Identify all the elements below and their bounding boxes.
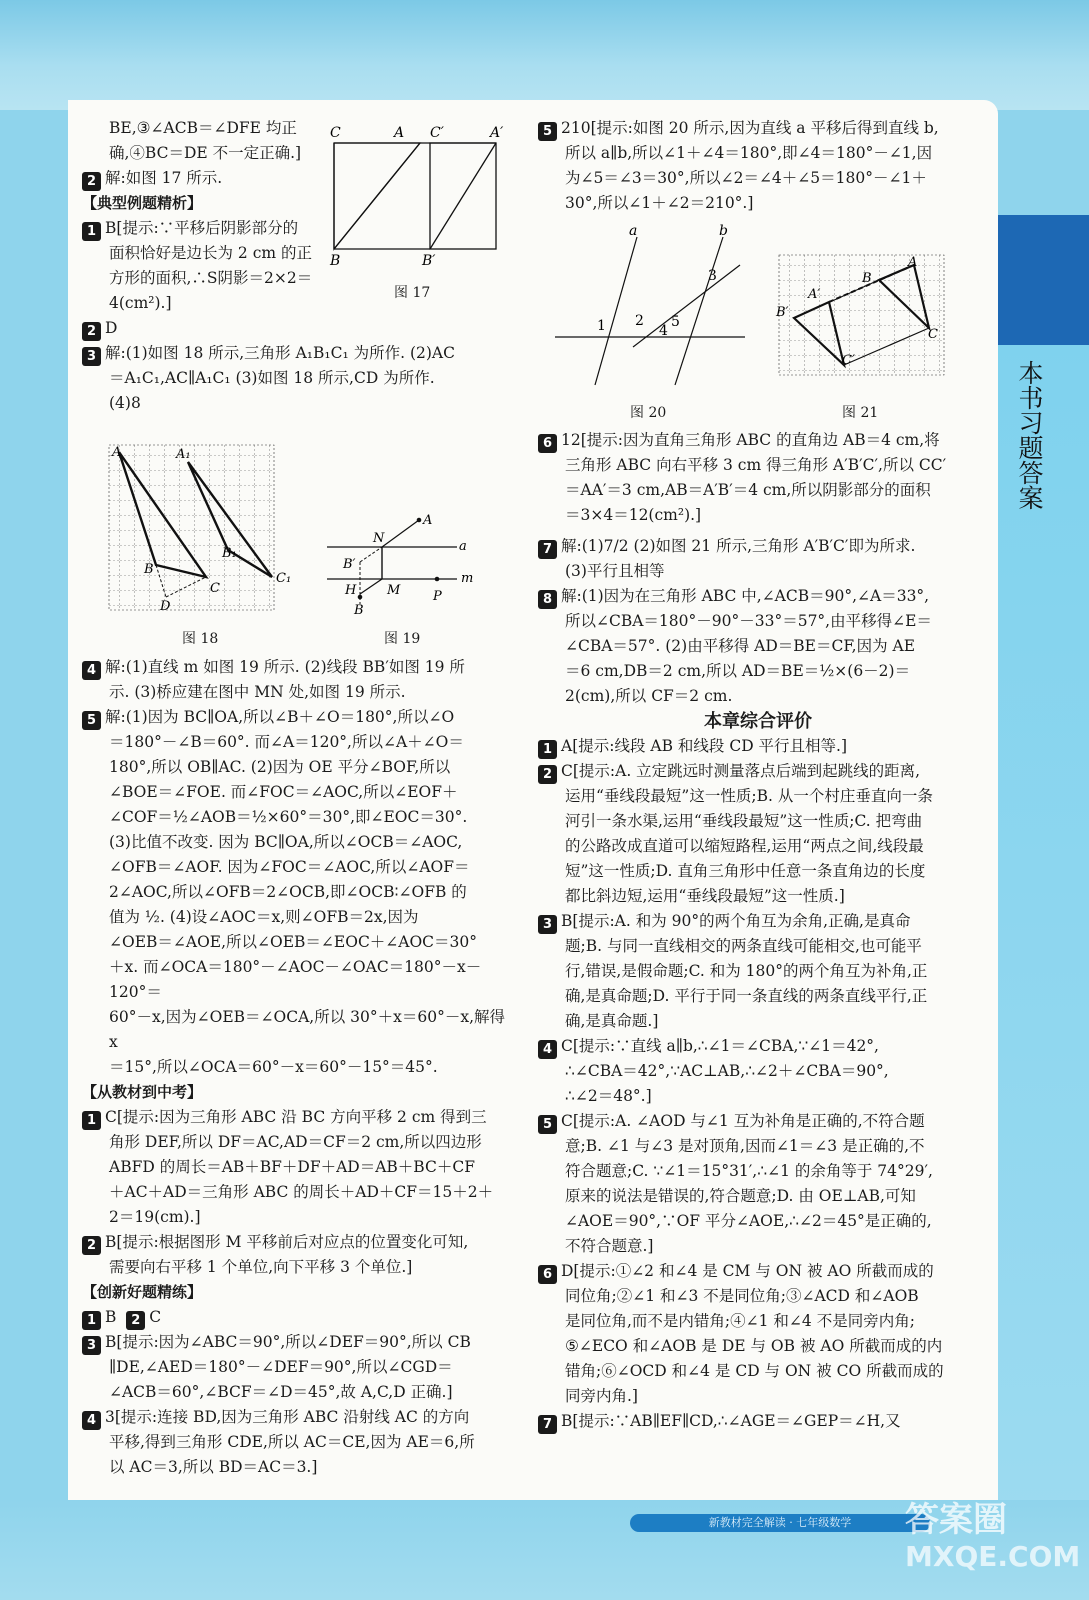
text-line: BE,③∠ACB＝∠DFE 均正 — [109, 119, 297, 137]
item-number: 1 — [82, 1111, 101, 1130]
left-column-lower — [82, 655, 512, 1480]
text-line: 2(cm),所以 CF＝2 cm. — [565, 687, 733, 705]
text-line: 题;B. 与同一直线相交的两条直线可能相交,也可能平 — [565, 937, 922, 955]
label-A: A — [423, 513, 433, 528]
text-line: 同位角;②∠1 和∠3 不是同位角;③∠ACD 和∠AOB — [565, 1287, 919, 1305]
text-line: 为∠5＝∠3＝30°,所以∠2＝∠4＋∠5＝180°－∠1＋ — [565, 169, 927, 187]
watermark-logo: 答案圈 — [905, 1500, 1007, 1540]
item-number: 5 — [82, 711, 101, 730]
item-number: 4 — [82, 1411, 101, 1430]
item-number: 7 — [538, 1415, 557, 1434]
answer-item: 2 D — [82, 316, 512, 341]
label-H: H — [345, 583, 357, 598]
item-number: 5 — [538, 122, 557, 141]
item-number: 2 — [126, 1311, 145, 1330]
text-line: 2＝19(cm).] — [109, 1208, 201, 1226]
label-C: C — [330, 125, 341, 141]
text-line: ＋AC＋AD＝三角形 ABC 的周长＋AD＋CF＝15＋2＋ — [109, 1183, 494, 1201]
text-line: ∠CBA＝57°. (2)由平移得 AD＝BE＝CF,因为 AE — [565, 637, 916, 655]
answer-item: 1 A[提示:线段 AB 和线段 CD 平行且相等.] — [538, 734, 978, 759]
chapter-heading: 本章综合评价 — [704, 711, 812, 732]
text-line: 4(cm²).] — [109, 294, 172, 312]
item-number: 4 — [538, 1040, 557, 1059]
item-number: 2 — [82, 172, 101, 191]
label-B1: B₁ — [222, 546, 237, 561]
label-a: a — [459, 539, 467, 554]
label-C1: C₁ — [276, 571, 292, 586]
text-line: 原来的说法是错误的,符合题意;D. 由 OE⊥AB,可知 — [565, 1187, 916, 1205]
answer-item: 1 C[提示:因为三角形 ABC 沿 BC 方向平移 2 cm 得到三 — [82, 1105, 512, 1130]
angle-1: 1 — [597, 318, 606, 334]
text-line: 运用“垂线段最短”这一性质;B. 从一个村庄垂直向一条 — [565, 787, 933, 805]
item-number: 1 — [82, 1311, 101, 1330]
text-line: ⑤∠ECO 和∠AOB 是 DE 与 OB 被 AO 所截而成的内 — [565, 1337, 943, 1355]
label-B: B — [354, 603, 364, 618]
answer-item: 4 解:(1)直线 m 如图 19 所示. (2)线段 BB′如图 19 所 — [82, 655, 512, 680]
caption-figure-19: 图 19 — [384, 631, 421, 647]
right-column — [538, 116, 978, 216]
label-N: N — [373, 531, 385, 546]
text-line: 方形的面积,∴S阴影＝2×2＝ — [109, 269, 313, 287]
text-line: 2∠AOC,所以∠OFB＝2∠OCB,即∠OCB∶∠OFB 的 — [109, 883, 467, 901]
answer-item: 7 B[提示:∵AB∥EF∥CD,∴∠AGE＝∠GEP＝∠H,又 — [538, 1409, 978, 1434]
answer-item: 2 C[提示:A. 立定跳远时测量落点后端到起跳线的距离, — [538, 759, 978, 784]
text-line: 30°,所以∠1＋∠2＝210°.] — [565, 194, 754, 212]
item-number: 3 — [82, 1336, 101, 1355]
answer-item: 8 解:(1)因为在三角形 ABC 中,∠ACB＝90°,∠A＝33°, — [538, 584, 978, 609]
label-C: C — [928, 327, 938, 342]
answer-item: 3 B[提示:因为∠ABC＝90°,所以∠DEF＝90°,所以 CB — [82, 1330, 512, 1355]
section-heading: 【创新好题精练】 — [82, 1283, 203, 1301]
item-number: 5 — [538, 1115, 557, 1134]
angle-4: 4 — [659, 323, 668, 339]
label-A-prime: A′ — [490, 125, 504, 141]
text-line: 值为 ½. (4)设∠AOC＝x,则∠OFB＝2x,因为 — [109, 908, 419, 926]
item-number: 2 — [82, 322, 101, 341]
label-A1: A₁ — [176, 447, 191, 462]
text-line: 平移,得到三角形 CDE,所以 AC＝CE,因为 AE＝6,所 — [109, 1433, 475, 1451]
watermark-url: MXQE.COM — [905, 1540, 1081, 1573]
answer-item: 5 解:(1)因为 BC∥OA,所以∠B＋∠O＝180°,所以∠O — [82, 705, 512, 730]
item-number: 8 — [538, 590, 557, 609]
label-C-prime: C′ — [430, 125, 444, 141]
angle-3: 3 — [708, 268, 717, 284]
side-strip — [998, 345, 1089, 1600]
caption-figure-17: 图 17 — [394, 285, 431, 301]
footer-book-title: 新教材完全解读 · 七年级数学 — [630, 1514, 930, 1532]
text-line: 需要向右平移 1 个单位,向下平移 3 个单位.] — [109, 1258, 413, 1276]
text-line: ∠BOE＝∠FOE. 而∠FOC＝∠AOC,所以∠EOF＋ — [109, 783, 458, 801]
text-line: 面积恰好是边长为 2 cm 的正 — [109, 244, 313, 262]
caption-figure-20: 图 20 — [630, 405, 667, 421]
text-line: 意;B. ∠1 与∠3 是对顶角,因而∠1＝∠3 是正确的,不 — [565, 1137, 925, 1155]
figure-20 — [555, 225, 755, 390]
label-B: B — [862, 271, 872, 286]
figure-21 — [774, 250, 954, 380]
figure-17 — [330, 125, 520, 275]
caption-figure-18: 图 18 — [182, 631, 219, 647]
section-heading: 【典型例题精析】 — [82, 194, 203, 212]
text-line: ＝180°－∠B＝60°. 而∠A＝120°,所以∠A＋∠O＝ — [109, 733, 464, 751]
text-line: ＋x. 而∠OCA＝180°－∠AOC－∠OAC＝180°－x－120°＝ — [109, 958, 482, 1001]
text-line: 行,错误,是假命题;C. 和为 180°的两个角互为补角,正 — [565, 962, 928, 980]
caption-figure-21: 图 21 — [842, 405, 879, 421]
text-line: ∠ACB＝60°,∠BCF＝∠D＝45°,故 A,C,D 正确.] — [109, 1383, 453, 1401]
text-line: ＝A₁C₁,AC∥A₁C₁ (3)如图 18 所示,CD 为所作. — [109, 369, 435, 387]
text-line: ∠OEB＝∠AOE,所以∠OEB＝∠EOC＋∠AOC＝30° — [109, 933, 478, 951]
label-P: P — [433, 589, 442, 604]
text-line: ∴∠CBA＝42°,∵AC⊥AB,∴∠2＋∠CBA＝90°, — [565, 1062, 889, 1080]
text-line: 河引一条水渠,运用“垂线段最短”这一性质;C. 把弯曲 — [565, 812, 923, 830]
angle-5: 5 — [671, 314, 680, 330]
label-A-prime: A′ — [808, 287, 821, 302]
answer-item: 5 210[提示:如图 20 所示,因为直线 a 平移后得到直线 b, — [538, 116, 978, 141]
item-number: 2 — [82, 1236, 101, 1255]
label-B: B — [330, 253, 341, 269]
answer-item: 2 解:如图 17 所示. — [82, 166, 512, 191]
text-line: 不符合题意.] — [565, 1237, 654, 1255]
item-number: 6 — [538, 434, 557, 453]
text-line: 三角形 ABC 向右平移 3 cm 得三角形 A′B′C′,所以 CC′ — [565, 456, 947, 474]
text-line: 同旁内角.] — [565, 1387, 638, 1405]
text-line: 确,④BC＝DE 不一定正确.] — [109, 144, 302, 162]
right-column-lower — [538, 428, 978, 1434]
text-line: 的公路改成直道可以缩短路程,运用“两点之间,线段最 — [565, 837, 924, 855]
text-line: 所以∠CBA＝180°－90°－33°＝57°,由平移得∠E＝ — [565, 612, 932, 630]
label-C-prime: C′ — [842, 353, 855, 368]
text-line: 180°,所以 OB∥AC. (2)因为 OE 平分∠BOF,所以 — [109, 758, 451, 776]
label-a: a — [629, 223, 638, 239]
answer-item: 2 B[提示:根据图形 M 平移前后对应点的位置变化可知, — [82, 1230, 512, 1255]
figure-19 — [327, 512, 487, 617]
text-line: 确,是真命题.] — [565, 1012, 659, 1030]
text-line: ∴∠2＝48°.] — [565, 1087, 652, 1105]
label-B: B — [144, 562, 154, 577]
text-line: 短”这一性质;D. 直角三角形中任意一条直角边的长度 — [565, 862, 926, 880]
answer-item: 6 12[提示:因为直角三角形 ABC 的直角边 AB＝4 cm,将 — [538, 428, 978, 453]
text-line: ∠AOE＝90°,∵OF 平分∠AOE,∴∠2＝45°是正确的, — [565, 1212, 932, 1230]
answer-item: 5 C[提示:A. ∠AOD 与∠1 互为补角是正确的,不符合题 — [538, 1109, 978, 1134]
side-tab — [998, 215, 1089, 345]
text-line: ABFD 的周长＝AB＋BF＋DF＋AD＝AB＋BC＋CF — [109, 1158, 475, 1176]
text-line: ＝3×4＝12(cm²).] — [565, 506, 702, 524]
section-heading: 【从教材到中考】 — [82, 1083, 203, 1101]
item-number: 4 — [82, 661, 101, 680]
answer-item: 1 B[提示:∵平移后阴影部分的 — [82, 216, 512, 241]
label-D: D — [160, 599, 171, 614]
label-b: b — [719, 223, 728, 239]
label-B-prime: B′ — [343, 557, 356, 572]
text-line: 60°－x,因为∠OEB＝∠OCA,所以 30°＋x＝60°－x,解得 x — [109, 1008, 506, 1051]
item-number: 1 — [82, 222, 101, 241]
answer-item: 7 解:(1)7/2 (2)如图 21 所示,三角形 A′B′C′即为所求. — [538, 534, 978, 559]
text-line: 示. (3)桥应建在图中 MN 处,如图 19 所示. — [109, 683, 406, 701]
label-A: A — [394, 125, 405, 141]
answer-item: 6 D[提示:①∠2 和∠4 是 CM 与 ON 被 AO 所截而成的 — [538, 1259, 978, 1284]
item-number: 1 — [538, 740, 557, 759]
item-number: 6 — [538, 1265, 557, 1284]
text-line: 都比斜边短,运用“垂线段最短”这一性质.] — [565, 887, 845, 905]
answer-item: 3 解:(1)如图 18 所示,三角形 A₁B₁C₁ 为所作. (2)AC — [82, 341, 512, 366]
label-B-prime: B′ — [776, 305, 789, 320]
item-number: 3 — [82, 347, 101, 366]
text-line: ∠OFB＝∠AOF. 因为∠FOC＝∠AOC,所以∠AOF＝ — [109, 858, 470, 876]
text-line: (3)平行且相等 — [565, 562, 665, 580]
text-line: ＝15°,所以∠OCA＝60°－x＝60°－15°＝45°. — [109, 1058, 438, 1076]
answer-item: 4 3[提示:连接 BD,因为三角形 ABC 沿射线 AC 的方向 — [82, 1405, 512, 1430]
item-number: 3 — [538, 915, 557, 934]
text-line: (3)比值不改变. 因为 BC∥OA,所以∠OCB＝∠AOC, — [109, 833, 463, 851]
item-number: 2 — [538, 765, 557, 784]
label-m: m — [461, 571, 474, 586]
text-line: 符合题意;C. ∵∠1＝15°31′,∴∠1 的余角等于 74°29′, — [565, 1162, 933, 1180]
angle-2: 2 — [635, 313, 644, 329]
text-line: 以 AC＝3,所以 BD＝AC＝3.] — [109, 1458, 318, 1476]
top-background — [0, 0, 1089, 110]
label-B-prime: B′ — [422, 253, 436, 269]
text-line: ∥DE,∠AED＝180°－∠DEF＝90°,所以∠CGD＝ — [109, 1358, 453, 1376]
text-line: ＝6 cm,DB＝2 cm,所以 AD＝BE＝½×(6－2)＝ — [565, 662, 911, 680]
label-C: C — [210, 581, 220, 596]
answer-item: 4 C[提示:∵直线 a∥b,∴∠1＝∠CBA,∵∠1＝42°, — [538, 1034, 978, 1059]
label-M: M — [387, 583, 401, 598]
text-line: ＝AA′＝3 cm,AB＝A′B′＝4 cm,所以阴影部分的面积 — [565, 481, 931, 499]
text-line: 确,是真命题;D. 平行于同一条直线的两条直线平行,正 — [565, 987, 928, 1005]
figure-18 — [104, 440, 292, 620]
text-line: 角形 DEF,所以 DF＝AC,AD＝CF＝2 cm,所以四边形 — [109, 1133, 482, 1151]
text-line: ∠COF＝½∠AOB＝½×60°＝30°,即∠EOC＝30°. — [109, 808, 468, 826]
item-number: 7 — [538, 540, 557, 559]
answer-item: 1 B 2 C — [82, 1305, 512, 1330]
side-title: 本书习题答案 — [1015, 360, 1044, 510]
answer-item: 3 B[提示:A. 和为 90°的两个角互为余角,正确,是真命 — [538, 909, 978, 934]
label-A: A — [908, 255, 918, 270]
text-line: 所以 a∥b,所以∠1＋∠4＝180°,即∠4＝180°－∠1,因 — [565, 144, 933, 162]
text-line: (4)8 — [109, 394, 141, 412]
text-line: 是同位角,而不是内错角;④∠1 和∠4 不是同旁内角; — [565, 1312, 915, 1330]
label-A: A — [112, 445, 122, 460]
text-line: 错角;⑥∠OCD 和∠4 是 CD 与 ON 被 CO 所截而成的 — [565, 1362, 944, 1380]
